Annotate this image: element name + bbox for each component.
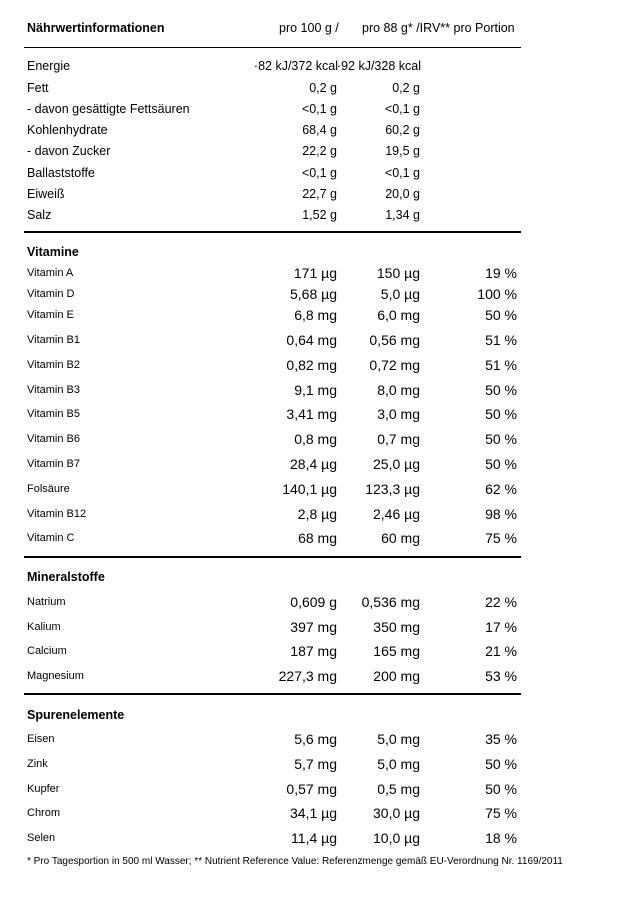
nutrition-row xyxy=(0,57,640,75)
value-per-portion: 20,0 g xyxy=(385,187,420,201)
value-per-portion: 350 mg xyxy=(373,619,420,635)
value-nrv-percent: 50 % xyxy=(485,756,517,772)
value-nrv-percent: 98 % xyxy=(485,506,517,522)
table-header xyxy=(0,21,640,39)
value-nrv-percent: 50 % xyxy=(485,406,517,422)
value-per-100g: 22,2 g xyxy=(302,144,337,158)
value-per-100g: 9,1 mg xyxy=(294,382,337,398)
row-label: Vitamin A xyxy=(27,267,74,279)
row-label: Ballaststoffe xyxy=(27,166,95,180)
value-per-portion: 5,0 mg xyxy=(377,756,420,772)
value-per-portion: 1,34 g xyxy=(385,208,420,222)
value-per-portion: <0,1 g xyxy=(384,166,420,180)
header-divider xyxy=(24,47,521,48)
value-nrv-percent: 22 % xyxy=(485,594,517,610)
value-nrv-percent: 50 % xyxy=(485,456,517,472)
value-nrv-percent: 75 % xyxy=(485,805,517,821)
value-per-100g: 6,8 mg xyxy=(294,307,337,323)
row-label: Eiweiß xyxy=(27,187,65,201)
value-per-portion: 150 µg xyxy=(376,265,420,281)
value-nrv-percent: 75 % xyxy=(485,530,517,546)
value-nrv-percent: 19 % xyxy=(485,265,517,281)
value-nrv-percent: 50 % xyxy=(485,431,517,447)
row-label: Vitamin E xyxy=(27,309,74,321)
row-label: - davon gesättigte Fettsäuren xyxy=(27,102,190,116)
value-per-100g: ·82 kJ/372 kcal xyxy=(253,59,338,73)
value-per-portion: 30,0 µg xyxy=(373,805,420,821)
value-per-100g: 397 mg xyxy=(290,619,337,635)
trace-element-row xyxy=(0,803,640,823)
row-label: - davon Zucker xyxy=(27,144,111,158)
row-label: Vitamin B6 xyxy=(27,433,80,445)
mineral-row xyxy=(0,617,640,637)
value-per-portion: 60,2 g xyxy=(385,123,420,137)
value-per-100g: 140,1 µg xyxy=(282,481,337,497)
value-per-portion: 10,0 µg xyxy=(373,830,420,846)
row-label: Energie xyxy=(27,59,71,73)
trace-element-row xyxy=(0,779,640,799)
row-label: Vitamin B1 xyxy=(27,334,80,346)
row-label: Chrom xyxy=(27,807,61,819)
mineral-row xyxy=(0,666,640,686)
value-per-portion: 200 mg xyxy=(373,668,420,684)
nutrition-row xyxy=(0,79,640,97)
row-label: Salz xyxy=(27,208,52,222)
footnote: * Pro Tagesportion in 500 ml Wasser; ** Nutrient Reference Value: Referenzmenge gemäß EU-Verordnung Nr. 1169/2011 xyxy=(27,856,563,867)
value-per-portion: 2,46 µg xyxy=(373,506,420,522)
value-per-100g: 171 µg xyxy=(293,265,337,281)
value-per-portion: 0,72 mg xyxy=(369,357,420,373)
row-label: Magnesium xyxy=(27,670,84,682)
value-nrv-percent: 62 % xyxy=(485,481,517,497)
value-per-100g: 3,41 mg xyxy=(286,406,337,422)
value-per-100g: 0,8 mg xyxy=(294,431,337,447)
value-nrv-percent: 21 % xyxy=(485,643,517,659)
value-per-100g: <0,1 g xyxy=(301,166,337,180)
value-per-portion: 0,56 mg xyxy=(369,332,420,348)
value-per-portion: 5,0 µg xyxy=(380,286,420,302)
vitamin-row xyxy=(0,330,640,350)
value-per-portion: <0,1 g xyxy=(384,102,420,116)
value-per-portion: 6,0 mg xyxy=(377,307,420,323)
row-label: Fett xyxy=(27,81,49,95)
row-label: Selen xyxy=(27,832,56,844)
nutrition-row xyxy=(0,121,640,139)
value-per-100g: 22,7 g xyxy=(302,187,337,201)
value-per-portion: ·92 kJ/328 kcal xyxy=(336,59,421,73)
row-label: Zink xyxy=(27,758,48,770)
vitamin-row xyxy=(0,305,640,325)
value-per-100g: 68,4 g xyxy=(302,123,337,137)
value-per-portion: 60 mg xyxy=(381,530,420,546)
section-divider xyxy=(24,556,521,558)
value-per-100g: 11,4 µg xyxy=(291,830,337,846)
section-title-vitamins: Vitamine xyxy=(27,245,79,259)
row-label: Vitamin B3 xyxy=(27,384,80,396)
column-header-per-portion: pro 88 g* /IRV** pro Portion xyxy=(362,21,515,35)
vitamin-row xyxy=(0,528,640,548)
row-label: Kupfer xyxy=(27,783,60,795)
vitamin-row xyxy=(0,355,640,375)
value-nrv-percent: 50 % xyxy=(485,781,517,797)
value-per-portion: 0,7 mg xyxy=(377,431,420,447)
row-label: Kohlenhydrate xyxy=(27,123,108,137)
vitamin-row xyxy=(0,404,640,424)
value-per-portion: 0,536 mg xyxy=(361,594,420,610)
row-label: Vitamin C xyxy=(27,532,75,544)
section-title-minerals: Mineralstoffe xyxy=(27,570,105,584)
value-nrv-percent: 51 % xyxy=(485,332,517,348)
value-per-100g: 0,57 mg xyxy=(286,781,337,797)
value-per-100g: 34,1 µg xyxy=(290,805,337,821)
section-divider xyxy=(24,693,521,695)
value-per-100g: 5,7 mg xyxy=(294,756,337,772)
value-nrv-percent: 50 % xyxy=(485,307,517,323)
row-label: Vitamin B5 xyxy=(27,408,80,420)
value-per-100g: 187 mg xyxy=(290,643,337,659)
value-per-portion: 165 mg xyxy=(373,643,420,659)
value-per-100g: 0,82 mg xyxy=(286,357,337,373)
row-label: Kalium xyxy=(27,621,61,633)
column-header-per-100g: pro 100 g / xyxy=(279,21,339,35)
row-label: Folsäure xyxy=(27,483,70,495)
value-per-100g: 0,609 g xyxy=(290,594,337,610)
trace-element-row xyxy=(0,729,640,749)
value-nrv-percent: 18 % xyxy=(485,830,517,846)
vitamin-row xyxy=(0,479,640,499)
value-per-portion: 25,0 µg xyxy=(373,456,420,472)
row-label: Vitamin D xyxy=(27,288,75,300)
value-per-100g: <0,1 g xyxy=(301,102,337,116)
table-title: Nährwertinformationen xyxy=(27,21,165,35)
vitamin-row xyxy=(0,284,640,304)
vitamin-row xyxy=(0,263,640,283)
value-per-portion: 5,0 mg xyxy=(377,731,420,747)
row-label: Vitamin B2 xyxy=(27,359,80,371)
vitamin-row xyxy=(0,504,640,524)
trace-element-row xyxy=(0,828,640,848)
row-label: Vitamin B12 xyxy=(27,508,87,520)
value-nrv-percent: 35 % xyxy=(485,731,517,747)
value-per-portion: 19,5 g xyxy=(385,144,420,158)
vitamin-row xyxy=(0,380,640,400)
value-per-100g: 28,4 µg xyxy=(290,456,337,472)
nutrition-row xyxy=(0,100,640,118)
trace-element-row xyxy=(0,754,640,774)
value-per-100g: 5,68 µg xyxy=(290,286,337,302)
value-nrv-percent: 100 % xyxy=(477,286,517,302)
value-per-portion: 123,3 µg xyxy=(365,481,420,497)
nutrition-row xyxy=(0,142,640,160)
value-per-portion: 3,0 mg xyxy=(377,406,420,422)
row-label: Vitamin B7 xyxy=(27,458,80,470)
value-nrv-percent: 51 % xyxy=(485,357,517,373)
row-label: Eisen xyxy=(27,733,55,745)
section-divider xyxy=(24,231,521,233)
value-per-portion: 0,5 mg xyxy=(377,781,420,797)
vitamin-row xyxy=(0,429,640,449)
nutrition-row xyxy=(0,164,640,182)
nutrition-row xyxy=(0,206,640,224)
value-per-100g: 0,2 g xyxy=(309,81,337,95)
value-per-100g: 0,64 mg xyxy=(286,332,337,348)
row-label: Natrium xyxy=(27,596,66,608)
value-per-100g: 1,52 g xyxy=(302,208,337,222)
value-per-portion: 0,2 g xyxy=(392,81,420,95)
value-per-100g: 5,6 mg xyxy=(294,731,337,747)
nutrition-row xyxy=(0,185,640,203)
vitamin-row xyxy=(0,454,640,474)
value-nrv-percent: 50 % xyxy=(485,382,517,398)
mineral-row xyxy=(0,592,640,612)
row-label: Calcium xyxy=(27,645,67,657)
value-nrv-percent: 17 % xyxy=(485,619,517,635)
mineral-row xyxy=(0,641,640,661)
section-title-trace-elements: Spurenelemente xyxy=(27,708,125,722)
value-per-portion: 8,0 mg xyxy=(377,382,420,398)
value-per-100g: 227,3 mg xyxy=(278,668,337,684)
value-per-100g: 68 mg xyxy=(298,530,337,546)
value-per-100g: 2,8 µg xyxy=(297,506,337,522)
value-nrv-percent: 53 % xyxy=(485,668,517,684)
